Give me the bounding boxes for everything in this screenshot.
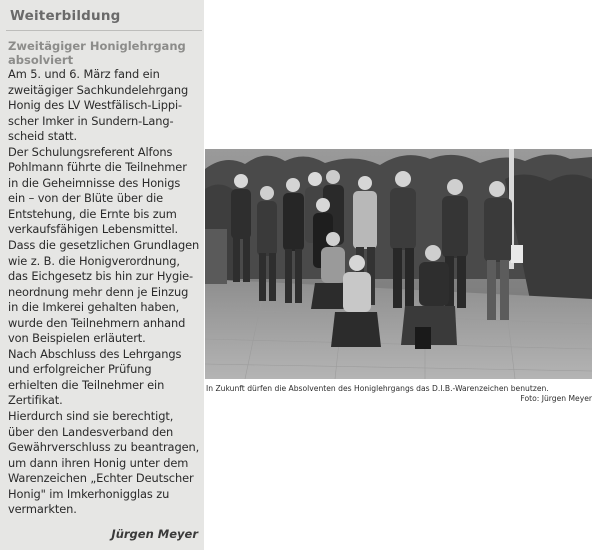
article-title-line: absolviert	[8, 53, 74, 67]
body-line: über den Landesverband den	[8, 424, 174, 439]
body-line: scheid statt.	[8, 129, 78, 144]
photo-credit: Foto: Jürgen Meyer	[520, 394, 592, 403]
body-line: Honig des LV Westfälisch-Lippi-	[8, 98, 183, 113]
heading-divider	[6, 30, 202, 31]
body-line: in die Imkerei gehalten haben,	[8, 300, 180, 315]
body-line: Zertifikat.	[8, 393, 63, 408]
body-line: Dass die gesetzlichen Grundlagen	[8, 238, 200, 253]
group-photo	[205, 149, 592, 379]
article-body	[8, 67, 204, 518]
section-heading: Weiterbildung	[10, 8, 121, 24]
body-line: Gewährverschluss zu beantragen,	[8, 440, 200, 455]
author-signature: Jürgen Meyer	[111, 527, 198, 541]
body-line: Honig" im Imkerhonigglas zu	[8, 486, 170, 501]
body-line: scher Imker in Sundern-Lang-	[8, 113, 174, 128]
body-line: wurde den Teilnehmern anhand	[8, 315, 186, 330]
body-line: das Eichgesetz bis hin zur Hygie-	[8, 269, 194, 284]
body-line: wie z. B. die Honigverordnung,	[8, 253, 180, 268]
body-line: um dann ihren Honig unter dem	[8, 455, 189, 470]
body-line: Pohlmann führte die Teilnehmer	[8, 160, 187, 175]
photo-caption	[206, 383, 594, 394]
body-line: Warenzeichen „Echter Deutscher	[8, 471, 194, 486]
body-line: und erfolgreicher Prüfung	[8, 362, 152, 377]
body-line: vermarkten.	[8, 502, 77, 517]
body-line: Der Schulungsreferent Alfons	[8, 144, 173, 159]
article-title-line: Zweitägiger Honiglehrgang	[8, 39, 186, 53]
body-line: von Beispielen erläutert.	[8, 331, 146, 346]
body-line: erhielten die Teilnehmer ein	[8, 377, 165, 392]
article-column	[0, 0, 204, 550]
body-line: in die Geheimnisse des Honigs	[8, 175, 181, 190]
body-line: verkaufsfähigen Lebensmittel.	[8, 222, 179, 237]
body-line: Nach Abschluss des Lehrgangs	[8, 346, 182, 361]
caption-text: In Zukunft dürfen die Absolventen des Honiglehrgangs das D.I.B.-Warenzeichen benutzen.	[206, 384, 549, 393]
body-line: Am 5. und 6. März fand ein	[8, 67, 160, 81]
body-line: zweitägiger Sachkundelehrgang	[8, 82, 189, 97]
article-title	[8, 39, 202, 67]
body-line: Hierdurch sind sie berechtigt,	[8, 409, 174, 424]
body-line: ein – von der Blüte über die	[8, 191, 164, 206]
body-line: neordnung mehr denn je Einzug	[8, 284, 189, 299]
body-line: Entstehung, die Ernte bis zum	[8, 206, 177, 221]
